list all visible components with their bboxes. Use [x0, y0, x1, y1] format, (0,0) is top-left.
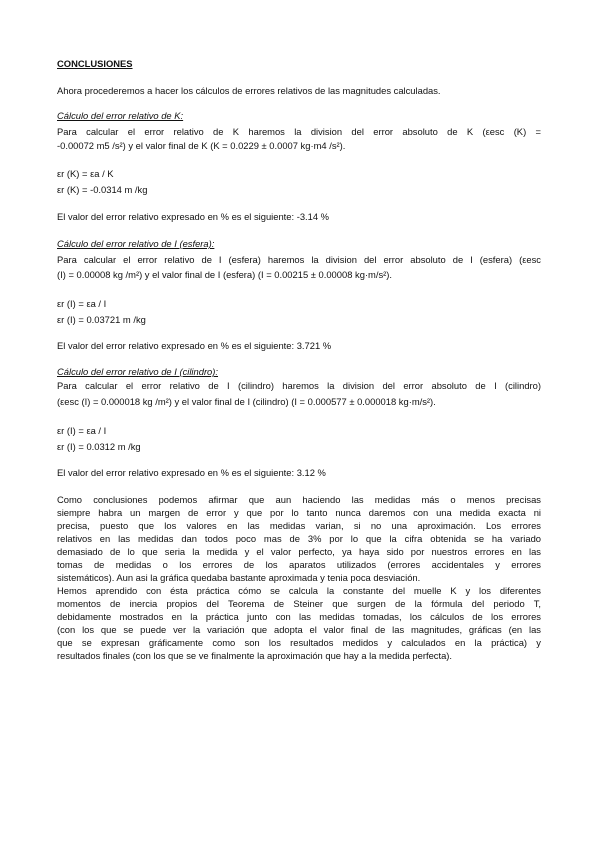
conclusion-line: debidamente mostrados en la práctica junto con las medidas tomadas, los cálculos de los errores — [57, 611, 541, 622]
conclusion-line: demasiado de lo que seria la medida y el valor perfecto, ya haya sido por nuestros errores en las — [57, 546, 541, 557]
section-cilindro-para-line2: (εesc (I) = 0.000018 kg /m²) y el valor final de I (cilindro) (I = 0.000577 ± 0.000018 kg·m/s²). — [57, 396, 436, 407]
intro-text: Ahora procederemos a hacer los cálculos de errores relativos de las magnitudes calculadas. — [57, 85, 441, 96]
section-cilindro-formula1: εr (I) = εa / I — [57, 425, 107, 436]
section-esfera-formula2: εr (I) = 0.03721 m /kg — [57, 314, 146, 325]
section-cilindro-formula2: εr (I) = 0.0312 m /kg — [57, 441, 141, 452]
conclusion-line: Hemos aprendido con ésta práctica cómo se calcula la constante del muelle K y los diferentes — [57, 585, 541, 596]
page-title: CONCLUSIONES — [57, 58, 133, 69]
conclusion-line: (con los que se puede ver la variación que adopta el valor final de las magnitudes, gráficas (en las — [57, 624, 541, 635]
section-esfera-result: El valor del error relativo expresado en % es el siguiente: 3.721 % — [57, 340, 332, 351]
section-esfera-para-line1: Para calcular el error relativo de I (esfera) haremos la division del error absoluto de I (esfera) (εesc — [57, 254, 541, 265]
section-k-para-line1: Para calcular el error relativo de K haremos la division del error absoluto de K (εesc (K) = — [57, 126, 541, 137]
section-cilindro-result: El valor del error relativo expresado en % es el siguiente: 3.12 % — [57, 467, 326, 478]
conclusion-line: momentos de inercia propios del Teorema de Steiner que surgen de la fórmula del periodo T, — [57, 598, 541, 609]
conclusion-line: resultados finales (con los que se ve finalmente la aproximación que hay a la medida perfecta). — [57, 650, 453, 661]
conclusion-line: sistemáticos). Aun asi la gráfica quedaba bastante aproximada y tenia poca desviación. — [57, 572, 421, 583]
section-k-result: El valor del error relativo expresado en % es el siguiente: -3.14 % — [57, 211, 330, 222]
conclusion-line: siempre habra un margen de error y que por lo tanto nunca daremos con una medida exacta ni — [57, 507, 541, 518]
conclusion-line: relativos en las medidas dan todos poco mas de 3% por lo que la cifra obtenida se ha variado — [57, 533, 541, 544]
section-k-formula2: εr (K) = -0.0314 m /kg — [57, 184, 148, 195]
conclusion-line: precisa, puesto que los valores en las medidas varian, si no una aproximación. Los errores — [57, 520, 541, 531]
section-esfera-formula1: εr (I) = εa / I — [57, 298, 107, 309]
section-k-subtitle: Cálculo del error relativo de K: — [57, 110, 184, 121]
conclusion-line: Como conclusiones podemos afirmar que aun haciendo las medidas más o menos precisas — [57, 494, 541, 505]
conclusion-line: que se expresan gráficamente como son los resultados medidos y calculados en la práctica) y — [57, 637, 541, 648]
section-cilindro-para-line1: Para calcular el error relativo de I (cilindro) haremos la division del error absoluto de I (cilindro) — [57, 380, 541, 391]
section-k-formula1: εr (K) = εa / K — [57, 168, 114, 179]
section-esfera-para-line2: (I) = 0.00008 kg /m²) y el valor final de I (esfera) (I = 0.00215 ± 0.00008 kg·m/s²). — [57, 269, 392, 280]
section-cilindro-subtitle: Cálculo del error relativo de I (cilindro): — [57, 366, 219, 377]
conclusion-line: tomas de medidas o los errores de los aparatos utilizados (errores accidentales y errores — [57, 559, 541, 570]
section-esfera-subtitle: Cálculo del error relativo de I (esfera): — [57, 238, 215, 249]
section-k-para-line2: -0.00072 m5 /s²) y el valor final de K (K = 0.0229 ± 0.0007 kg·m4 /s²). — [57, 140, 346, 151]
